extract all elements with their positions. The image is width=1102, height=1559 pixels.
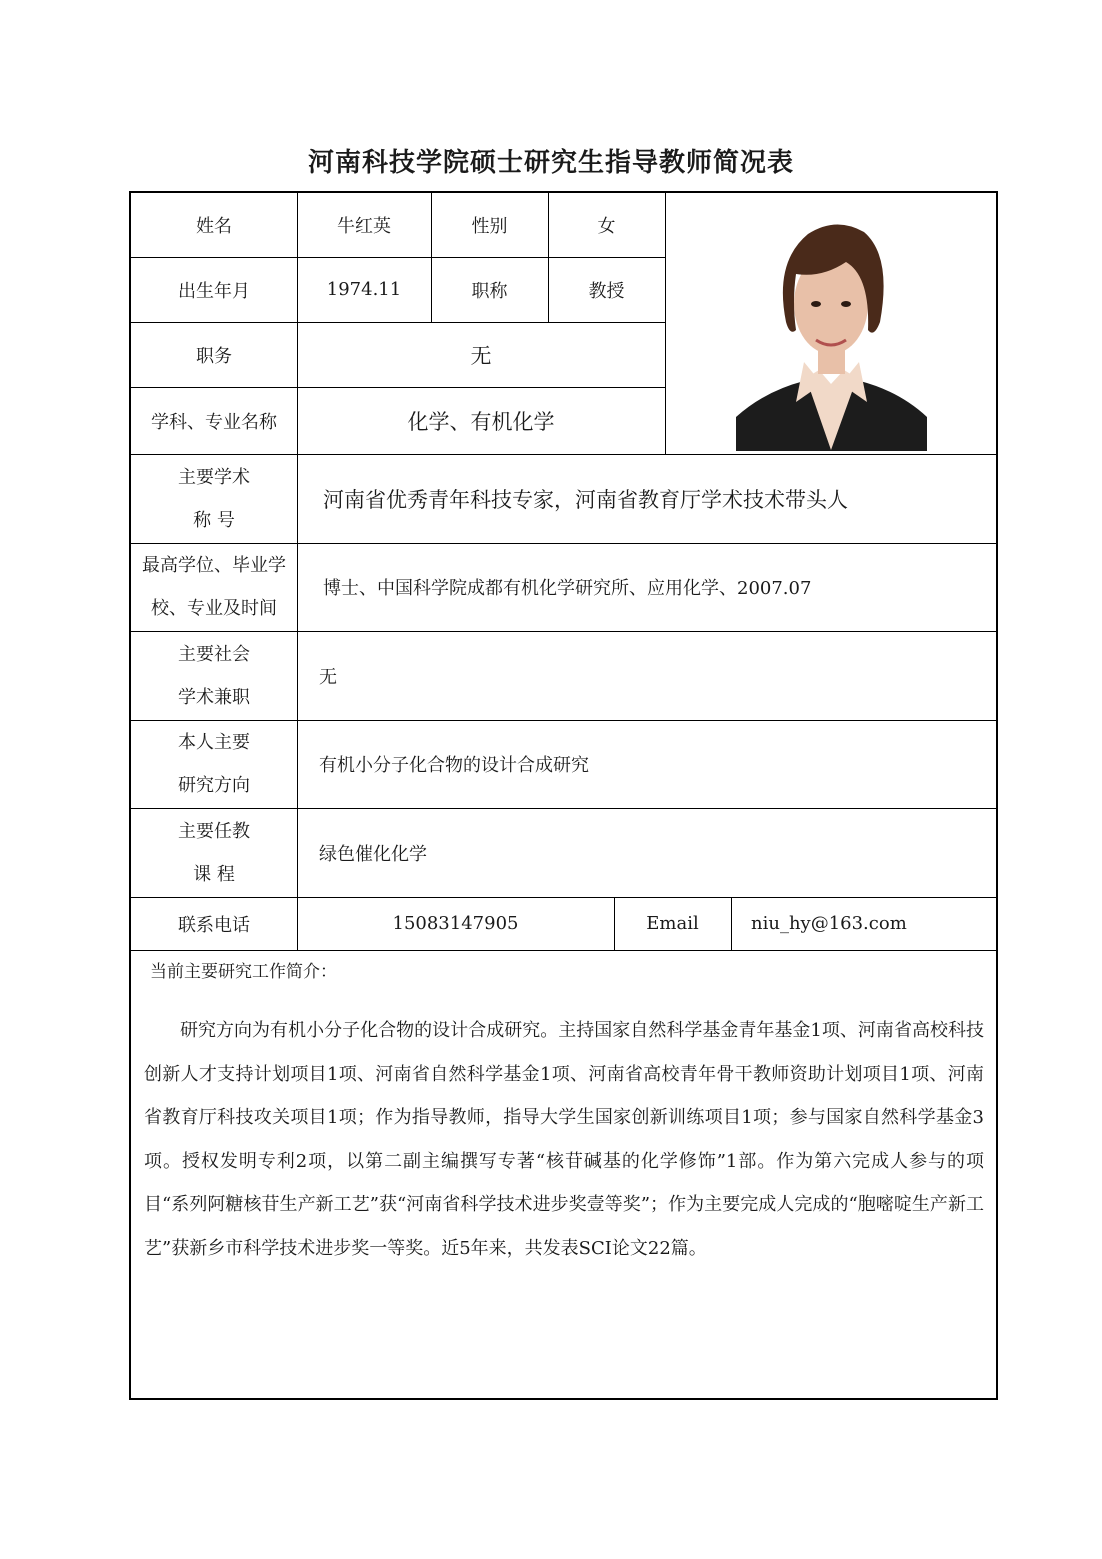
rank-label: 职称 [471,280,508,302]
birth-value: 1974.11 [326,279,402,300]
summary-text: 研究方向为有机小分子化合物的设计合成研究。主持国家自然科学基金青年基金1项、河南省高校科技创新人才支持计划项目1项、河南省自然科学基金1项、河南省高校青年骨干教师资助计划项目1项、河南省教育厅科技攻关项目1项；作为指导教师，指导大学生国家创新训练项目1项；参与国家自然科学基金3项。授权发明专利2项，以第二副主编撰写专著“核苷碱基的化学修饰”1部。作为第六完成人参与的项目“系列阿糖核苷生产新工艺”获“河南省科学技术进步奖壹等奖”；作为主要完成人完成的“胞嘧啶生产新工艺”获新乡市科学技术进步奖一等奖。近5年来，共发表SCI论文22篇。 [144,1020,984,1259]
honors-label [131,454,297,543]
honors-value: 河南省优秀青年科技专家，河南省教育厅学术技术带头人 [323,487,848,512]
teacher-photo [736,212,927,451]
research-value: 有机小分子化合物的设计合成研究 [319,755,589,776]
phone-label: 联系电话 [178,914,250,936]
social-label [131,631,297,720]
courses-label [131,808,297,897]
major-value: 化学、有机化学 [407,409,555,434]
research-label-line1: 本人主要 [178,732,250,753]
post-value: 无 [470,343,492,368]
email-value: niu_hy@163.com [751,913,907,934]
degree-label-line1: 最高学位、毕业学 [142,555,286,576]
post-label: 职务 [196,345,232,367]
social-value: 无 [319,666,337,688]
gender-value: 女 [597,216,616,237]
gender-label: 性别 [471,216,508,237]
name-label: 姓名 [196,216,232,237]
page-title: 河南科技学院硕士研究生指导教师简况表 [307,148,794,178]
col-divider [665,193,666,454]
major-label: 学科、专业名称 [151,411,277,433]
col-divider [731,897,732,950]
courses-value: 绿色催化化学 [319,843,427,865]
courses-label-line2: 课 程 [193,863,235,885]
rank-value: 教授 [588,280,625,302]
degree-value: 博士、中国科学院成都有机化学研究所、应用化学、2007.07 [323,578,812,599]
social-label-line1: 主要社会 [178,643,250,665]
summary-heading: 当前主要研究工作简介： [150,962,337,982]
honors-label-line2: 称 号 [193,509,235,531]
profile-table [129,191,998,1400]
phone-value: 15083147905 [392,913,519,934]
name-value: 牛红英 [337,216,391,237]
research-label-line2: 研究方向 [178,775,250,796]
honors-label-line1: 主要学术 [178,466,250,488]
birth-label: 出生年月 [178,280,250,302]
degree-label [131,543,297,631]
courses-label-line1: 主要任教 [178,820,250,842]
degree-label-line2: 校、专业及时间 [151,598,277,619]
research-label [131,720,297,808]
social-label-line2: 学术兼职 [178,686,250,708]
email-label: Email [646,913,699,934]
row-divider [131,950,998,951]
